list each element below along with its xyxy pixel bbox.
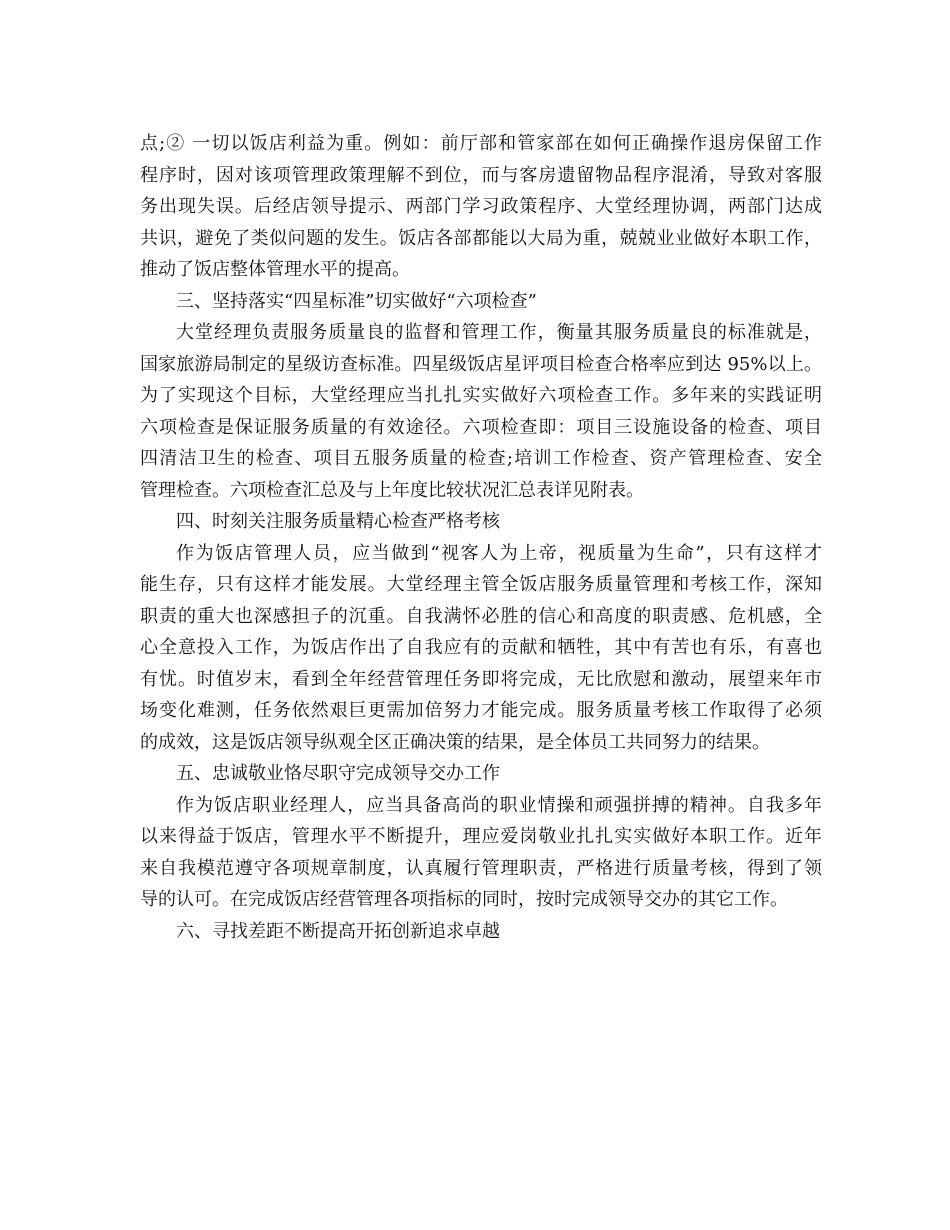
text-line: 导的认可。在完成饭店经营管理各项指标的同时，按时完成领导交办的其它工作。 [140,889,788,910]
text-line: 为了实现这个目标，大堂经理应当扎扎实实做好六项检查工作。多年来的实践证明 [140,385,822,406]
text-line: 以来得益于饭店，管理水平不断提升，理应爱岗敬业扎扎实实做好本职工作。近年 [140,826,822,847]
text-line: 管理检查。六项检查汇总及与上年度比较状况汇总表详见附表。 [140,479,644,501]
text-line: 六项检查是保证服务质量的有效途径。六项检查即：项目三设施设备的检查、项目 [140,416,822,438]
text-line: 有忧。时值岁末，看到全年经营管理任务即将完成，无比欣慰和激动，展望来年市 [140,668,822,690]
text-line: 职责的重大也深感担子的沉重。自我满怀必胜的信心和高度的职责感、危机感，全 [140,605,822,627]
text-line: 场变化难测，任务依然艰巨更需加倍努力才能完成。服务质量考核工作取得了必须 [140,700,822,721]
text-line: 务出现失误。后经店领导提示、两部门学习政策程序、大堂经理协调，两部门达成 [140,196,822,217]
text-line: 能生存，只有这样才能发展。大堂经理主管全饭店服务质量管理和考核工作，深知 [140,574,822,595]
text-line: 大堂经理负责服务质量良的监督和管理工作，衡量其服务质量良的标准就是， [176,322,822,343]
text-line: 作为饭店职业经理人，应当具备高尚的职业情操和顽强拼搏的精神。自我多年 [176,794,822,816]
text-line: 三、坚持落实“四星标准”切实做好“六项检查” [176,290,537,312]
text-line: 心全意投入工作，为饭店作出了自我应有的贡献和牺牲，其中有苦也有乐，有喜也 [140,637,822,658]
text-line: 共识，避免了类似问题的发生。饭店各部都能以大局为重，兢兢业业做好本职工作， [140,227,822,249]
text-line: 六、寻找差距不断提高开拓创新追求卓越 [176,920,500,942]
text-line: 四清洁卫生的检查、项目五服务质量的检查;培训工作检查、资产管理检查、安全 [140,448,822,469]
text-line: 作为饭店管理人员，应当做到“视客人为上帝，视质量为生命”，只有这样才 [176,542,822,564]
document-body [140,128,822,947]
text-line: 五、忠诚敬业恪尽职守完成领导交办工作 [176,763,500,784]
text-line: 来自我模范遵守各项规章制度，认真履行管理职责，严格进行质量考核，得到了领 [140,857,822,879]
text-line: 国家旅游局制定的星级访查标准。四星级饭店星评项目检查合格率应到达 95%以上。 [140,353,822,375]
text-line: 推动了饭店整体管理水平的提高。 [140,259,410,280]
text-line: 点;② 一切以饭店利益为重。例如：前厅部和管家部在如何正确操作退房保留工作 [140,133,822,154]
text-line: 程序时，因对该项管理政策理解不到位，而与客房遗留物品程序混淆，导致对客服 [140,164,822,186]
text-line: 四、时刻关注服务质量精心检查严格考核 [176,511,500,532]
text-line: 的成效，这是饭店领导纵观全区正确决策的结果，是全体员工共同努力的结果。 [140,731,770,753]
